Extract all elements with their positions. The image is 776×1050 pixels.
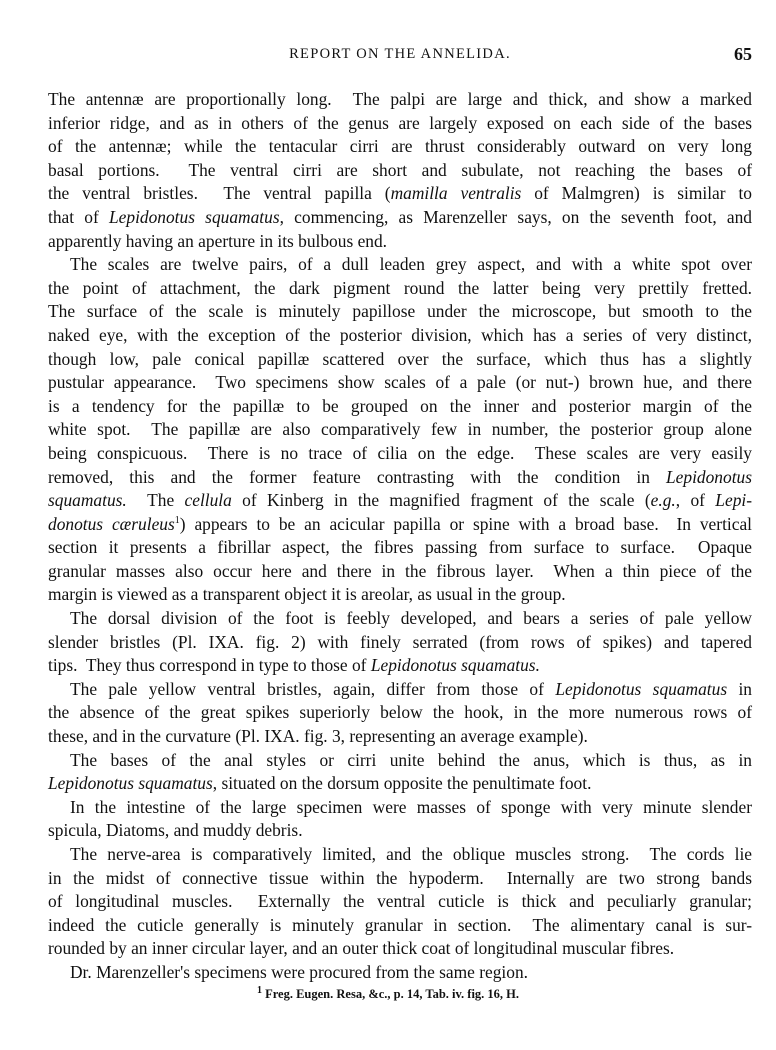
text-segment: section it presents a fibrillar aspect, the fibres passing from surface to surface. Opaque bbox=[48, 537, 752, 558]
text-segment: tips. They thus correspond in type to those of bbox=[48, 655, 371, 676]
text-segment: Dr. Marenzeller's specimens were procured from the same region. bbox=[70, 961, 529, 982]
footnote-marker: 1 bbox=[256, 984, 262, 996]
text-segment: basal portions. The ventral cirri are short and subulate, not reaching the bases of bbox=[48, 159, 752, 180]
text-line bbox=[48, 654, 752, 678]
text-line bbox=[48, 536, 752, 560]
text-line bbox=[48, 583, 752, 607]
body-text bbox=[48, 88, 752, 985]
text-line bbox=[48, 112, 752, 136]
text-segment: granular masses also occur here and there in the fibrous layer. When a thin piece of the bbox=[48, 560, 752, 581]
text-segment: rounded by an inner circular layer, and an outer thick coat of longitudinal muscular fibres. bbox=[48, 938, 675, 959]
text-line bbox=[48, 159, 752, 183]
paragraph bbox=[48, 843, 752, 961]
text-segment: in bbox=[727, 678, 752, 699]
text-segment: spicula, Diatoms, and muddy debris. bbox=[48, 820, 303, 841]
text-segment: apparently having an aperture in its bulbous end. bbox=[48, 230, 388, 251]
text-line bbox=[48, 819, 752, 843]
text-segment: pustular appearance. Two specimens show scales of a pale (or nut-) brown hue, and there bbox=[48, 372, 752, 393]
page-header bbox=[48, 44, 752, 68]
text-line bbox=[48, 725, 752, 749]
text-line bbox=[48, 348, 752, 372]
text-segment: of longitudinal muscles. Externally the ventral cuticle is thick and peculiarly granular; bbox=[48, 891, 752, 912]
text-line bbox=[48, 867, 752, 891]
footnote-reference: 1 bbox=[174, 514, 180, 526]
text-line bbox=[48, 631, 752, 655]
text-segment: The bbox=[126, 490, 185, 511]
text-segment: naked eye, with the exception of the posterior division, which has a series of very distinct, bbox=[48, 324, 752, 345]
running-title: REPORT ON THE ANNELIDA. bbox=[289, 46, 511, 62]
paragraph bbox=[48, 749, 752, 796]
text-line bbox=[48, 442, 752, 466]
text-segment: The surface of the scale is minutely papillose under the microscope, but smooth to the bbox=[48, 301, 752, 322]
paragraph bbox=[48, 607, 752, 678]
text-segment: these, and in the curvature (Pl. IXA. fig. 3, representing an average example). bbox=[48, 726, 588, 747]
footnote bbox=[0, 984, 776, 1002]
paragraph bbox=[48, 88, 752, 253]
text-line bbox=[48, 914, 752, 938]
italic-text: Lepidonotus squamatus bbox=[555, 678, 728, 699]
text-line bbox=[48, 843, 752, 867]
italic-text: squamatus. bbox=[48, 490, 127, 511]
text-segment: , situated on the dorsum opposite the penultimate foot. bbox=[212, 773, 592, 794]
italic-text: cellula bbox=[184, 490, 232, 511]
text-segment: white spot. The papillæ are also comparatively few in number, the posterior group alone bbox=[48, 419, 752, 440]
text-line bbox=[48, 937, 752, 961]
text-segment: , commencing, as Marenzeller says, on the seventh foot, and bbox=[279, 206, 752, 227]
paragraph bbox=[48, 796, 752, 843]
text-line bbox=[48, 88, 752, 112]
italic-text: Lepidonotus squamatus bbox=[48, 773, 213, 794]
text-segment: ) appears to be an acicular papilla or spine with a broad base. In vertical bbox=[179, 513, 752, 534]
text-segment: that of bbox=[48, 206, 109, 227]
text-line bbox=[48, 135, 752, 159]
text-line bbox=[48, 678, 752, 702]
text-segment: slender bristles (Pl. IXA. fig. 2) with finely serrated (from rows of spikes) and tapered bbox=[48, 631, 752, 652]
text-segment: being conspicuous. There is no trace of cilia on the edge. These scales are very easily bbox=[48, 442, 752, 463]
text-line bbox=[48, 701, 752, 725]
text-segment: margin is viewed as a transparent object it is areolar, as usual in the group. bbox=[48, 584, 566, 605]
text-segment: of Kinberg in the magnified fragment of the scale ( bbox=[231, 490, 651, 511]
text-segment: The bases of the anal styles or cirri unite behind the anus, which is thus, as in bbox=[70, 749, 752, 770]
text-segment: the ventral bristles. The ventral papilla ( bbox=[48, 183, 391, 204]
text-line bbox=[48, 466, 752, 490]
text-line bbox=[48, 300, 752, 324]
italic-text: donotus cæruleus bbox=[48, 513, 175, 534]
text-segment: the point of attachment, the dark pigment round the latter being very prettily fretted. bbox=[48, 277, 752, 298]
text-segment: the absence of the great spikes superiorly below the hook, in the more numerous rows of bbox=[48, 702, 752, 723]
text-line bbox=[48, 277, 752, 301]
italic-text: Lepidonotus squamatus bbox=[108, 206, 280, 227]
text-segment: The nerve-area is comparatively limited, and the oblique muscles strong. The cords lie bbox=[70, 844, 752, 864]
text-line bbox=[48, 489, 752, 513]
text-line bbox=[48, 206, 752, 230]
text-segment: inferior ridge, and as in others of the genus are largely exposed on each side of the bases bbox=[48, 112, 752, 133]
text-segment: The pale yellow ventral bristles, again, differ from those of bbox=[70, 678, 556, 699]
text-line bbox=[48, 395, 752, 419]
text-line bbox=[48, 513, 752, 537]
text-line bbox=[48, 796, 752, 820]
text-segment: The dorsal division of the foot is feebly developed, and bears a series of pale yellow bbox=[70, 608, 752, 629]
italic-text: Lepidonotus bbox=[666, 466, 752, 487]
paragraph bbox=[48, 253, 752, 607]
text-segment: though low, pale conical papillæ scattered over the surface, which thus has a slightly bbox=[48, 348, 752, 369]
text-line bbox=[48, 230, 752, 254]
text-segment: of Malmgren) is similar to bbox=[521, 183, 752, 204]
paragraph bbox=[48, 961, 752, 985]
text-segment: in the midst of connective tissue within the hypoderm. Internally are two strong bands bbox=[48, 867, 752, 888]
text-line bbox=[48, 182, 752, 206]
text-line bbox=[48, 607, 752, 631]
italic-text: Lepi- bbox=[715, 490, 753, 511]
text-segment: removed, this and the former feature contrasting with the condition in bbox=[48, 466, 666, 487]
italic-text: Lepidonotus squamatus. bbox=[370, 655, 540, 676]
text-line bbox=[48, 253, 752, 277]
text-segment: indeed the cuticle generally is minutely granular in section. The alimentary canal is sur- bbox=[48, 914, 752, 935]
text-line bbox=[48, 772, 752, 796]
text-line bbox=[48, 890, 752, 914]
text-segment: , of bbox=[675, 490, 716, 511]
paragraph bbox=[48, 678, 752, 749]
footnote-text: Freg. Eugen. Resa, &c., p. 14, Tab. iv. fig. 16, H. bbox=[261, 987, 520, 1001]
text-line bbox=[48, 418, 752, 442]
page-number: 65 bbox=[734, 44, 752, 64]
text-segment: The scales are twelve pairs, of a dull leaden grey aspect, and with a white spot over bbox=[70, 254, 752, 275]
text-line bbox=[48, 560, 752, 584]
text-segment: The antennæ are proportionally long. The palpi are large and thick, and show a marked bbox=[48, 89, 752, 109]
text-line bbox=[48, 961, 752, 985]
text-segment: is a tendency for the papillæ to be grouped on the inner and posterior margin of the bbox=[48, 395, 752, 416]
text-line bbox=[48, 371, 752, 395]
italic-text: mamilla ventralis bbox=[390, 183, 522, 204]
italic-text: e.g. bbox=[650, 490, 676, 511]
text-line bbox=[48, 749, 752, 773]
text-segment: In the intestine of the large specimen were masses of sponge with very minute slender bbox=[70, 796, 752, 817]
text-segment: of the antennæ; while the tentacular cirri are thrust considerably outward on very long bbox=[48, 136, 752, 157]
text-line bbox=[48, 324, 752, 348]
